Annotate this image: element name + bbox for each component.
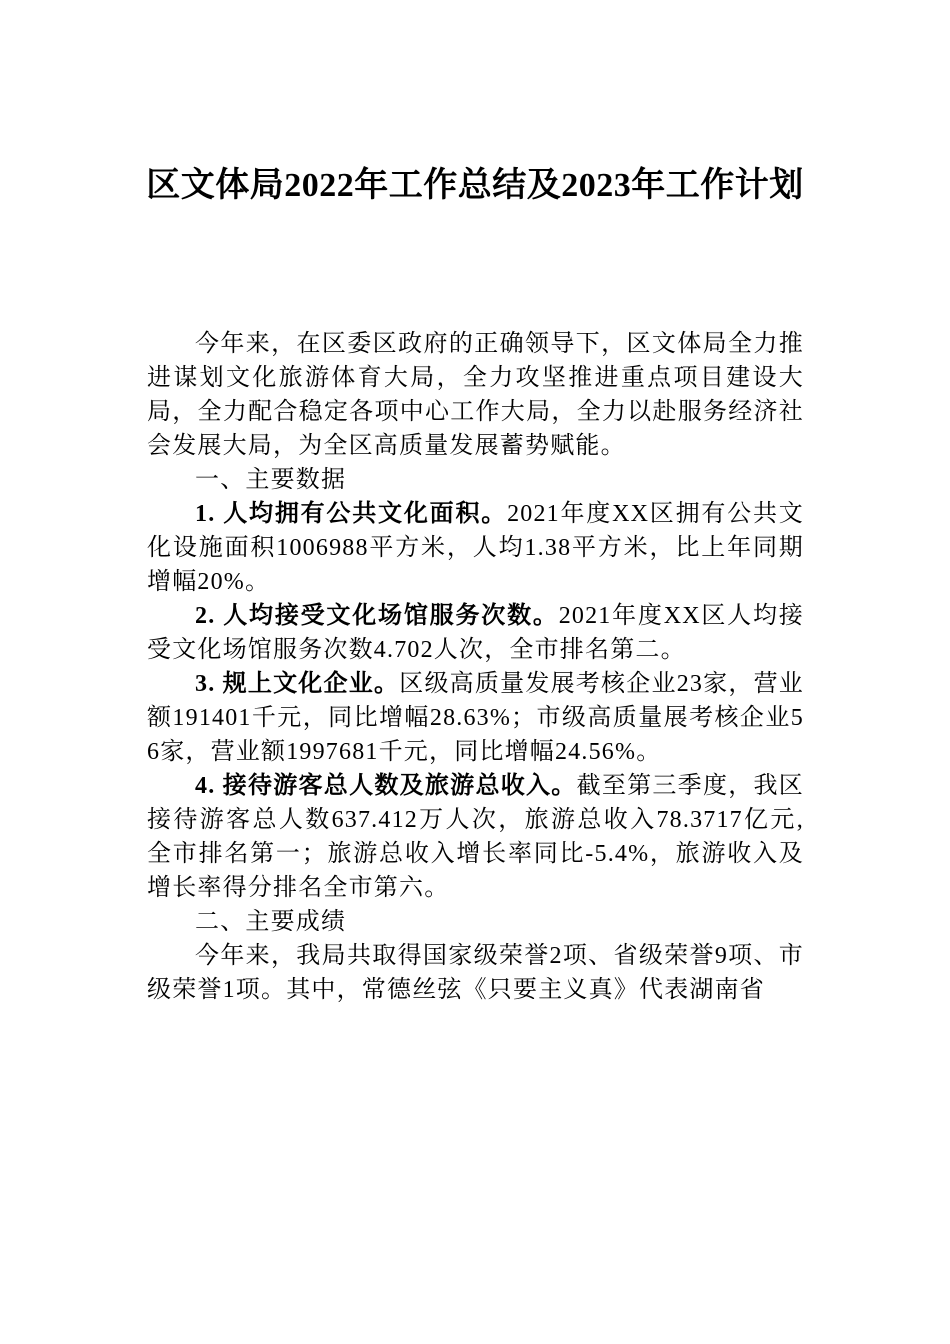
data-item-text: 区级高质量发展考核企业23家，营业额191401千元，同比增幅28.63%；市级高质量展考核企业56家，营业额1997681千元，同比增幅24.56%。 (147, 671, 805, 765)
section-heading-achievements: 二、主要成绩 (195, 909, 347, 935)
intro-paragraph: 今年来，在区委区政府的正确领导下，区文体局全力推进谋划文化旅游体育大局，全力攻坚推进重点项目建设大局，全力配合稳定各项中心工作大局，全力以赴服务经济社会发展大局，为全区高质量发展蓄势赋能。 (147, 331, 804, 459)
data-item-lead: 4. 接待游客总人数及旅游总收入。 (195, 773, 577, 799)
data-item-text: 2021年度XX区人均接受文化场馆服务次数4.702人次，全市排名第二。 (147, 603, 804, 663)
document-title: 区文体局2022年工作总结及2023年工作计划 (146, 167, 804, 204)
data-item (147, 599, 804, 667)
data-item (147, 769, 804, 905)
section-heading-main-data: 一、主要数据 (195, 467, 347, 493)
document-body (147, 327, 804, 1007)
data-item-lead: 2. 人均接受文化场馆服务次数。 (195, 603, 559, 629)
data-item-text: 2021年度XX区拥有公共文化设施面积1006988平方米，人均1.38平方米，比上年同期增幅20%。 (147, 501, 804, 595)
achievements-paragraph: 今年来，我局共取得国家级荣誉2项、省级荣誉9项、市级荣誉1项。其中，常德丝弦《只要主义真》代表湖南省 (147, 943, 804, 1003)
data-item (147, 497, 804, 599)
data-item-lead: 3. 规上文化企业。 (195, 671, 400, 697)
data-item (147, 667, 804, 769)
data-item-lead: 1. 人均拥有公共文化面积。 (195, 501, 508, 527)
data-item-text: 截至第三季度，我区接待游客总人数637.412万人次，旅游总收入78.3717亿元,全市排名第一；旅游总收入增长率同比-5.4%，旅游收入及增长率得分排名全市第六。 (147, 773, 804, 901)
